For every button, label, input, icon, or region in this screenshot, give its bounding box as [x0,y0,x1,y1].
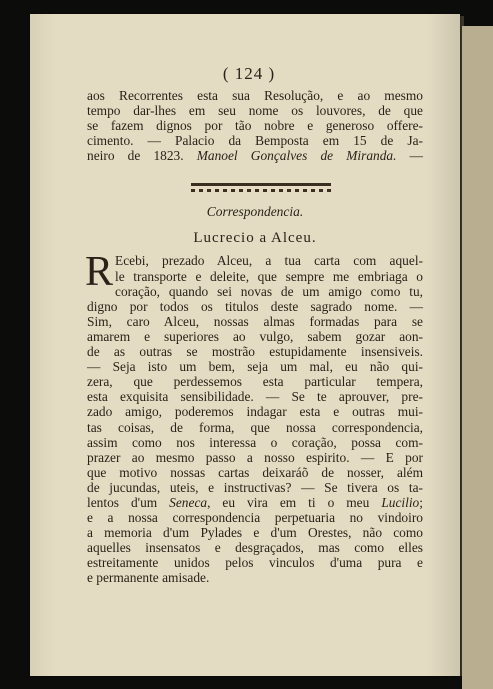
letter-line: a memoria d'um Pylades e d'um Orestes, não como [87,525,423,541]
letter-line: amarem e superiores ao vulgo, sabem gozar aon- [87,328,423,344]
intro-signature-line [87,148,423,163]
intro-date: neiro de 1823. [87,148,184,164]
letter-line: que motivo nossas cartas deixaráõ de nosser, além [87,464,423,480]
letter-line: zera, que perdessemos esta particular tempera, [87,374,423,390]
intro-line: se fazem dignos por tão nobre e generoso offere- [87,118,423,134]
letter-line: aquelles insensatos e desgraçados, mas como elles [87,540,423,556]
intro-line: cimento. — Palacio da Bemposta em 15 de Ja- [87,133,423,149]
name-seneca: Seneca [169,494,208,510]
text-fragment: lentos d'um [87,494,170,510]
letter-line: Ecebi, prezado Alceu, a tua carta com aquel- [115,253,423,269]
letter-heading: Lucrecio a Alceu. [193,230,317,247]
facing-page-edge [462,26,493,689]
letter-line: de as outras se mostrão estupidamente insensiveis. [87,344,423,360]
text-fragment: , eu vira em ti o meu [207,494,382,510]
page-number: ( 124 ) [222,64,276,83]
letter-line-seneca [87,495,423,510]
section-title: Correspondencia. [206,204,304,220]
letter-paragraph [85,249,423,586]
name-lucilio: Lucilio [381,494,420,510]
letter-line: tas coisas, de forma, que nossa correspondencia, [87,419,423,435]
letter-line: prazer ao mesmo passo a nosso espirito. — E por [87,449,423,465]
text-fragment: ; [419,494,423,510]
letter-line: esta exquisita sensibilidade. — Se te aprouver, pre- [87,389,423,405]
letter-line: assim como nos interessa o coração, possa com- [87,434,423,450]
letter-line-last: e permanente amisade. [87,570,210,586]
intro-paragraph [87,88,423,163]
page-content [87,64,423,586]
letter-line: e a nossa correspondencia perpetuaria no vindoiro [87,510,423,526]
letter-line: de jucundas, uteis, e instructivas? — Se tivera os ta- [87,479,423,495]
intro-line: aos Recorrentes esta sua Resolução, e ao mesmo [87,88,423,103]
letter-line: Sim, caro Alceu, nossas almas formadas para se [87,313,423,329]
signature-dash: — [409,148,423,164]
letter-line: — Seja isto um bem, seja um mal, eu não qui- [87,359,423,375]
letter-line: coração, quando sei novas de um amigo como tu, [115,283,423,299]
letter-line: zado amigo, poderemos indagar esta e outras mui- [87,404,423,420]
letter-line: estreitamente unidos pelos vinculos d'uma pura e [87,555,423,571]
letter-line: le transporte e deleite, que sempre me embriaga o [115,268,423,284]
letter-line: digno por todos os titulos deste sagrado nome. — [87,298,423,314]
signature: Manoel Gonçalves de Miranda. [196,148,397,164]
drop-cap: R [85,249,114,296]
intro-line: tempo dar-lhes em seu nome os louvores, de que [87,103,423,119]
ornamental-rule [191,183,331,194]
